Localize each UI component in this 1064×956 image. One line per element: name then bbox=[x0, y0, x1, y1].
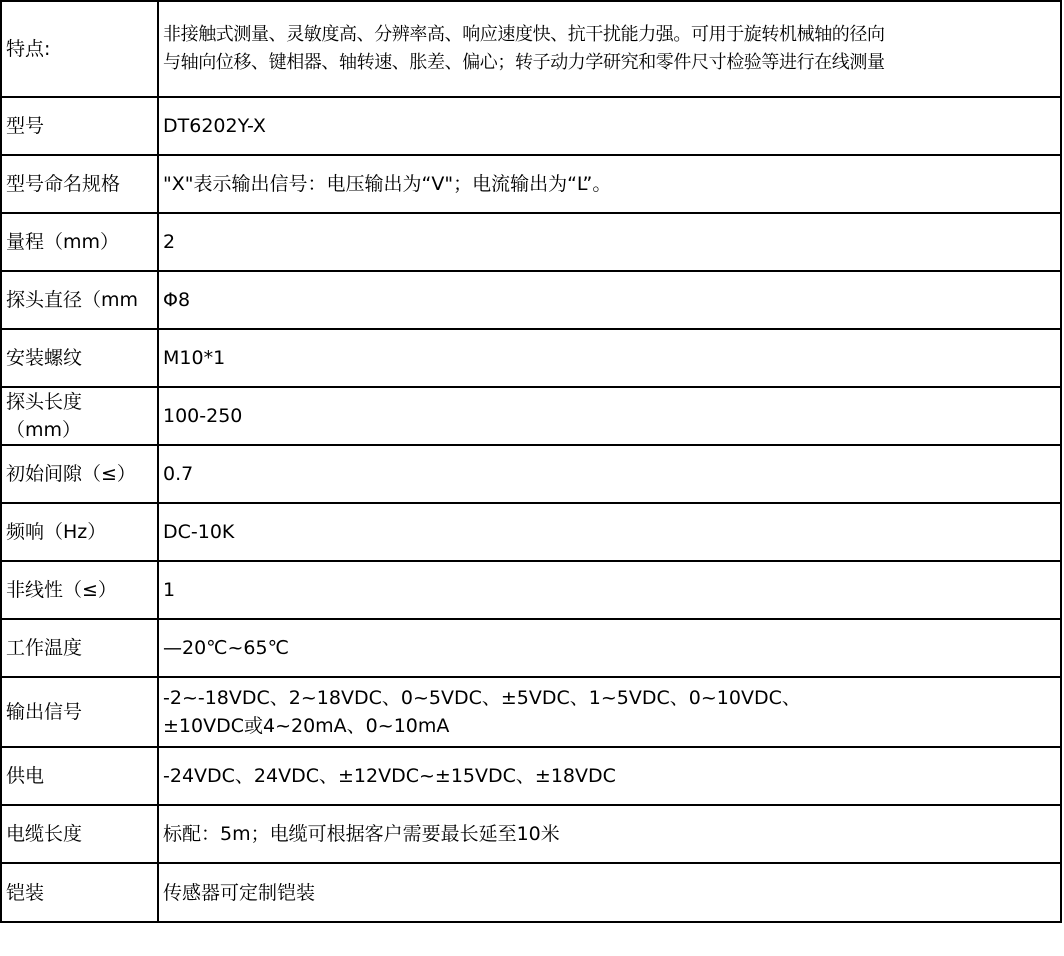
table-row bbox=[1, 329, 1061, 387]
row-value bbox=[158, 97, 1061, 155]
row-label-text: 初始间隙（≤） bbox=[6, 463, 136, 485]
row-value-line: 非接触式测量、灵敏度高、分辨率高、响应速度快、抗干扰能力强。可用于旋转机械轴的径向 bbox=[163, 24, 885, 45]
row-value-line: 标配：5m；电缆可根据客户需要最长延至10米 bbox=[163, 823, 560, 845]
table-row bbox=[1, 561, 1061, 619]
row-label-text: 输出信号 bbox=[6, 701, 83, 723]
row-label-text: 特点: bbox=[6, 38, 51, 60]
row-label-text: 供电 bbox=[6, 765, 45, 787]
row-value-line: "X"表示输出信号：电压输出为“V"；电流输出为“L”。 bbox=[163, 173, 612, 195]
row-value-line: 2 bbox=[163, 231, 176, 253]
row-value bbox=[158, 155, 1061, 213]
row-label bbox=[1, 271, 158, 329]
row-value bbox=[158, 619, 1061, 677]
row-label bbox=[1, 387, 158, 445]
row-value bbox=[158, 329, 1061, 387]
row-value-line: —20℃~65℃ bbox=[163, 637, 289, 659]
row-label-text: （mm） bbox=[6, 419, 82, 441]
row-label-text: 非线性（≤） bbox=[6, 579, 117, 601]
table-row bbox=[1, 805, 1061, 863]
row-label bbox=[1, 561, 158, 619]
row-value bbox=[158, 503, 1061, 561]
row-label-text: 探头直径（mm bbox=[6, 289, 139, 311]
row-label bbox=[1, 155, 158, 213]
table-row bbox=[1, 445, 1061, 503]
row-label-text: 频响（Hz） bbox=[6, 521, 107, 543]
table-row bbox=[1, 503, 1061, 561]
row-label bbox=[1, 747, 158, 805]
row-label bbox=[1, 329, 158, 387]
row-value-line: 1 bbox=[163, 579, 176, 601]
row-value-line: -24VDC、24VDC、±12VDC~±15VDC、±18VDC bbox=[163, 765, 616, 787]
row-value-line: M10*1 bbox=[163, 347, 226, 369]
row-label-text: 电缆长度 bbox=[6, 823, 83, 845]
table-row bbox=[1, 155, 1061, 213]
row-label-text: 探头长度 bbox=[6, 391, 83, 413]
row-label bbox=[1, 213, 158, 271]
table-row bbox=[1, 387, 1061, 445]
row-label-text: 铠装 bbox=[6, 881, 45, 904]
row-label-text: 安装螺纹 bbox=[6, 347, 83, 369]
row-label bbox=[1, 619, 158, 677]
row-value bbox=[158, 213, 1061, 271]
row-label-text: 型号 bbox=[6, 115, 45, 137]
table-row bbox=[1, 271, 1061, 329]
row-label-text: 型号命名规格 bbox=[6, 173, 121, 195]
row-value bbox=[158, 445, 1061, 503]
row-label bbox=[1, 677, 158, 747]
table-row bbox=[1, 213, 1061, 271]
row-value-line: DT6202Y-X bbox=[163, 115, 266, 137]
row-value-line: 0.7 bbox=[163, 463, 194, 485]
row-value-line: ±10VDC或4~20mA、0~10mA bbox=[163, 715, 450, 737]
row-value bbox=[158, 677, 1061, 747]
row-value bbox=[158, 805, 1061, 863]
row-value-line: -2~-18VDC、2~18VDC、0~5VDC、±5VDC、1~5VDC、0~10VDC、 bbox=[163, 687, 801, 709]
row-label bbox=[1, 863, 158, 922]
row-value-line: 与轴向位移、键相器、轴转速、胀差、偏心；转子动力学研究和零件尺寸检验等进行在线测量 bbox=[163, 52, 885, 73]
table-row bbox=[1, 97, 1061, 155]
row-value bbox=[158, 747, 1061, 805]
row-label-text: 工作温度 bbox=[6, 637, 83, 659]
row-value-line: DC-10K bbox=[163, 521, 235, 543]
row-value-line: 传感器可定制铠装 bbox=[163, 881, 316, 904]
row-label bbox=[1, 445, 158, 503]
row-value bbox=[158, 387, 1061, 445]
table-row bbox=[1, 1, 1061, 97]
row-label bbox=[1, 503, 158, 561]
row-label bbox=[1, 805, 158, 863]
table-row bbox=[1, 747, 1061, 805]
row-value bbox=[158, 863, 1061, 922]
row-label-text: 量程（mm） bbox=[6, 231, 120, 253]
table-row bbox=[1, 619, 1061, 677]
row-value-line: 100-250 bbox=[163, 405, 243, 427]
row-value-line: Φ8 bbox=[163, 289, 191, 311]
row-label bbox=[1, 1, 158, 97]
table-row bbox=[1, 677, 1061, 747]
row-label bbox=[1, 97, 158, 155]
row-value bbox=[158, 271, 1061, 329]
row-value bbox=[158, 561, 1061, 619]
row-value bbox=[158, 1, 1061, 97]
table-row bbox=[1, 863, 1061, 922]
